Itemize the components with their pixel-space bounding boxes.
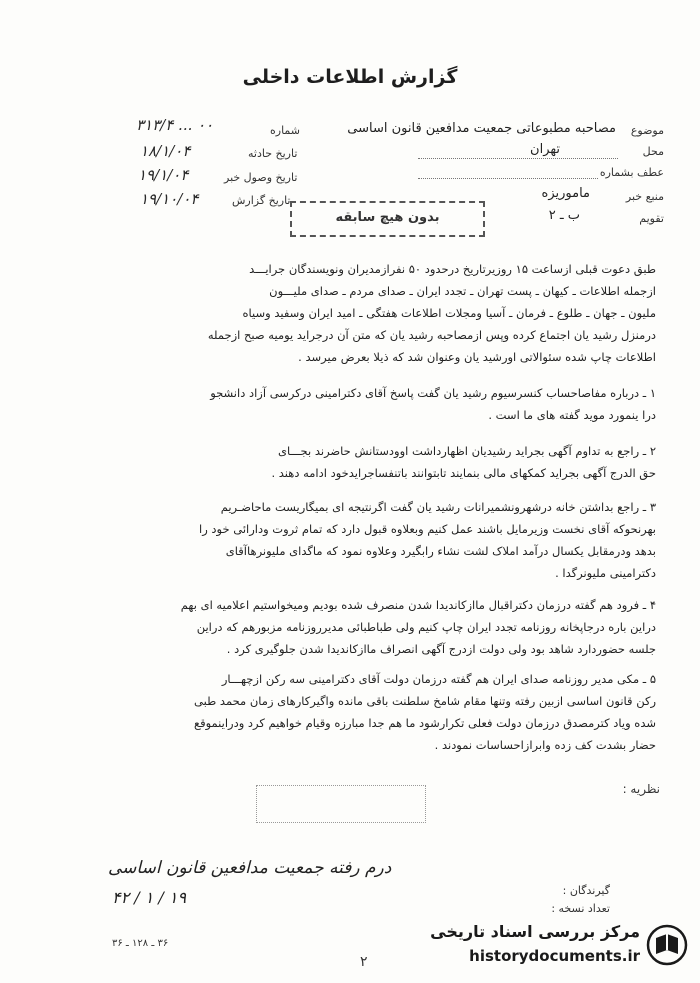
body-line: اطلاعات چاپ شده سئوالاتی اورشید یان وعنوان شد که ذیلا بعرض میرسد . [298,350,656,364]
assessment-value: ب ـ ۲ [548,208,580,223]
body-line: ۱ ـ درباره مفاصاحساب کنسرسیوم رشید یان گفت پاسخ آقای دکترامینی درکرسی آزاد دانشجو [210,386,656,400]
faded-stamp [256,785,426,823]
source-value: ماموریزه [541,186,590,201]
body-line: بهرنحوکه آقای نخست وزیرمایل باشند عمل کنیم وبعلاوه قبول دارد که تمام ثروت ودارائی خود را [199,522,656,536]
page-mark: ۲ [360,954,368,970]
body-line: ازجمله اطلاعات ـ کیهان ـ پست تهران ـ تجدد ایران ـ صدای مردم ـ صدای ملیـــون [269,284,656,298]
body-line: دکترامینی ملیونرگدا . [555,566,656,580]
body-line: جلسه حضوردارد شاهد بود ولی دولت ازدرج آگهی انصراف ماازکاندیدا شدن جلوگیری کرد . [226,642,656,656]
event-date-label: تاریخ حادثه [248,147,298,160]
reference-label: عطف بشماره [599,166,664,179]
body-line: طبق دعوت قبلی ازساعت ۱۵ روزیرتاریخ درحدود ۵۰ نفرازمدیران ونویسندگان جرایـــد [249,262,656,276]
recipients-label: گیرندگان : [562,884,610,897]
copies-label: تعداد نسخه : [551,902,610,915]
body-line: حق الدرج آگهی بجراید کمکهای مالی بنمایند تابتوانند باتنفساجرایدخود ادامه دهند . [271,466,656,480]
body-line: ۵ ـ مکی مدیر روزنامه صدای ایران هم گفته درزمان دولت آقای دکترامینی سه رکن ازچهـــار [221,672,656,686]
body-line: ۳ ـ راجع بداشتن خانه درشهرونشمیرانات رشید یان گفت اگرنتیجه ای بمیگاریست ماحاضـریم [220,500,656,514]
source-label: منبع خبر [625,190,664,203]
report-date-label: تاریخ گزارش [232,194,291,207]
body-line: ۴ ـ فرود هم گفته درزمان دکتراقبال ماازکاندیدا شدن منصرف شده بودیم ومیخواستیم اعلامیه ای بهم [180,598,656,612]
watermark-logo [430,920,692,976]
body-line: حضار بشدت کف زده وابرازاحساسات نمودند . [434,738,656,752]
body-line: درمنزل رشید یان اجتماع کرده وپس ازمصاحبه رشید یان که متن آن درجراید یومیه صبح ازجمله [207,328,656,342]
reference-dotted-line [418,178,598,179]
number-label: شماره [270,124,301,137]
number-value: ۳۱۳/۴ ... ۰۰ [136,116,214,134]
archive-logo-icon [646,924,688,966]
report-date-value: ۱۹/۱۰/۰۴ [140,190,199,208]
body-line: درا ینمورد موید گفته های ما است . [488,408,656,422]
place-dotted-line [418,158,618,159]
report-title: گزارش اطلاعات داخلی [242,66,458,88]
handwritten-note: درم رفته جمعیت مدافعین قانون اساسی [108,858,392,878]
handwritten-date: ۱۹ / ۱ / ۴۲ [112,888,187,907]
body-line: دراین باره درجاپخانه روزنامه تجدد ایران چاپ کنیم ولی طباطبائی مدیرروزنامه مزبورهم که دراین [196,620,656,634]
receipt-date-label: تاریخ وصول خبر [224,171,298,184]
subject-label: موضوع [630,124,664,137]
place-value: تهران [530,142,560,157]
form-code: ۳۶ ـ ۱۲۸ ـ ۳۶ [112,938,169,949]
watermark-title: مرکز بررسی اسناد تاریخی [430,922,640,941]
body-line: رکن قانون اساسی ازبین رفته وتنها مقام شامخ سلطنت باقی مانده واگیرکارهای زمان محمد طبی [194,694,656,708]
receipt-date-value: ۱۹/۱/۰۴ [138,166,189,184]
body-line: ملیون ـ جهان ـ طلوع ـ فرمان ـ آسیا ومجلات اطلاعات هفتگی ـ امید ایران وسفید وسیاه [242,306,656,320]
body-line: بدهد ودرمقابل یکسال درآمد املاک لشت نشاء رابگیرد وعلاوه نمود که ماگدای ملیونرهاآقای [225,544,656,558]
assessment-label: تقویم [639,212,664,225]
place-label: محل [642,145,664,158]
watermark-url: historydocuments.ir [469,947,640,965]
event-date-value: ۱۸/۱/۰۴ [140,142,191,160]
opinion-label: نظریه : [622,782,660,796]
body-line: ۲ ـ راجع به تداوم آگهی بجراید رشیدیان اظهارداشت اوودستانش حاضرند بجـــای [277,444,656,458]
no-record-stamp: بدون هیچ سابقه [290,201,485,237]
body-line: شده ویاد کترمصدق درزمان دولت فعلی تکرارشود ما هم جدا مبارزه وقیام خواهیم کرد ودراینموقع [193,716,656,730]
subject-value: مصاحبه مطبوعاتی جمعیت مدافعین قانون اساسی [347,121,616,136]
